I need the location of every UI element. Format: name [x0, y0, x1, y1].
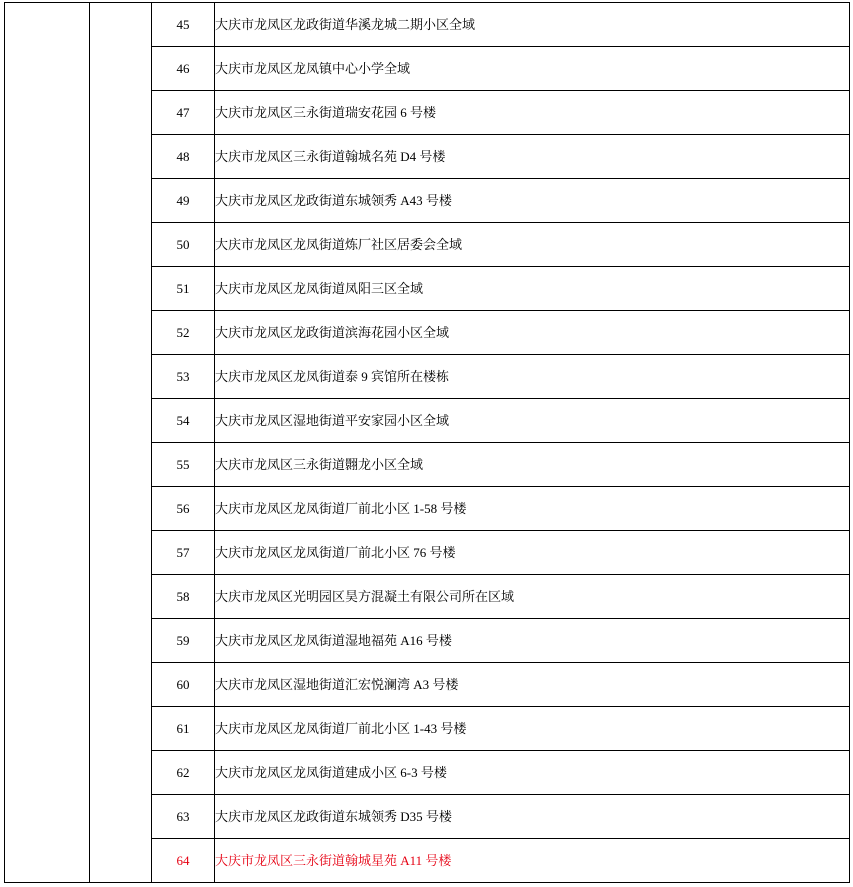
location-cell: 大庆市龙凤区湿地街道平安家园小区全域	[215, 399, 850, 443]
row-number-cell: 53	[152, 355, 215, 399]
row-number-cell: 63	[152, 795, 215, 839]
row-number-cell: 54	[152, 399, 215, 443]
location-cell: 大庆市龙凤区三永街道翰城名苑 D4 号楼	[215, 135, 850, 179]
location-cell: 大庆市龙凤区龙政街道滨海花园小区全域	[215, 311, 850, 355]
location-cell: 大庆市龙凤区三永街道翰城星苑 A11 号楼	[215, 839, 850, 883]
location-cell: 大庆市龙凤区龙凤街道凤阳三区全域	[215, 267, 850, 311]
table-body	[5, 3, 850, 883]
location-cell: 大庆市龙凤区湿地街道汇宏悦澜湾 A3 号楼	[215, 663, 850, 707]
table-row	[5, 3, 850, 47]
location-cell: 大庆市龙凤区龙凤街道厂前北小区 1-58 号楼	[215, 487, 850, 531]
row-number-cell: 51	[152, 267, 215, 311]
location-cell: 大庆市龙凤区三永街道瑞安花园 6 号楼	[215, 91, 850, 135]
location-cell: 大庆市龙凤区龙政街道东城领秀 A43 号楼	[215, 179, 850, 223]
row-number-cell: 62	[152, 751, 215, 795]
row-number-cell: 61	[152, 707, 215, 751]
merged-cell-category	[5, 3, 90, 883]
location-cell: 大庆市龙凤区龙政街道东城领秀 D35 号楼	[215, 795, 850, 839]
row-number-cell: 49	[152, 179, 215, 223]
row-number-cell: 50	[152, 223, 215, 267]
location-cell: 大庆市龙凤区龙政街道华溪龙城二期小区全域	[215, 3, 850, 47]
row-number-cell: 56	[152, 487, 215, 531]
row-number-cell: 57	[152, 531, 215, 575]
location-cell: 大庆市龙凤区龙凤街道泰 9 宾馆所在楼栋	[215, 355, 850, 399]
location-cell: 大庆市龙凤区龙凤街道厂前北小区 76 号楼	[215, 531, 850, 575]
location-cell: 大庆市龙凤区三永街道翾龙小区全域	[215, 443, 850, 487]
location-cell: 大庆市龙凤区龙凤街道湿地福苑 A16 号楼	[215, 619, 850, 663]
location-cell: 大庆市龙凤区龙凤街道厂前北小区 1-43 号楼	[215, 707, 850, 751]
location-cell: 大庆市龙凤区龙凤街道炼厂社区居委会全域	[215, 223, 850, 267]
location-cell: 大庆市龙凤区龙凤镇中心小学全域	[215, 47, 850, 91]
merged-cell-level	[90, 3, 152, 883]
row-number-cell: 60	[152, 663, 215, 707]
location-cell: 大庆市龙凤区光明园区昊方混凝土有限公司所在区域	[215, 575, 850, 619]
row-number-cell: 47	[152, 91, 215, 135]
risk-area-table	[4, 2, 850, 883]
location-cell: 大庆市龙凤区龙凤街道建成小区 6-3 号楼	[215, 751, 850, 795]
row-number-cell: 55	[152, 443, 215, 487]
row-number-cell: 52	[152, 311, 215, 355]
row-number-cell: 58	[152, 575, 215, 619]
row-number-cell: 45	[152, 3, 215, 47]
row-number-cell: 46	[152, 47, 215, 91]
row-number-cell: 59	[152, 619, 215, 663]
row-number-cell: 64	[152, 839, 215, 883]
row-number-cell: 48	[152, 135, 215, 179]
